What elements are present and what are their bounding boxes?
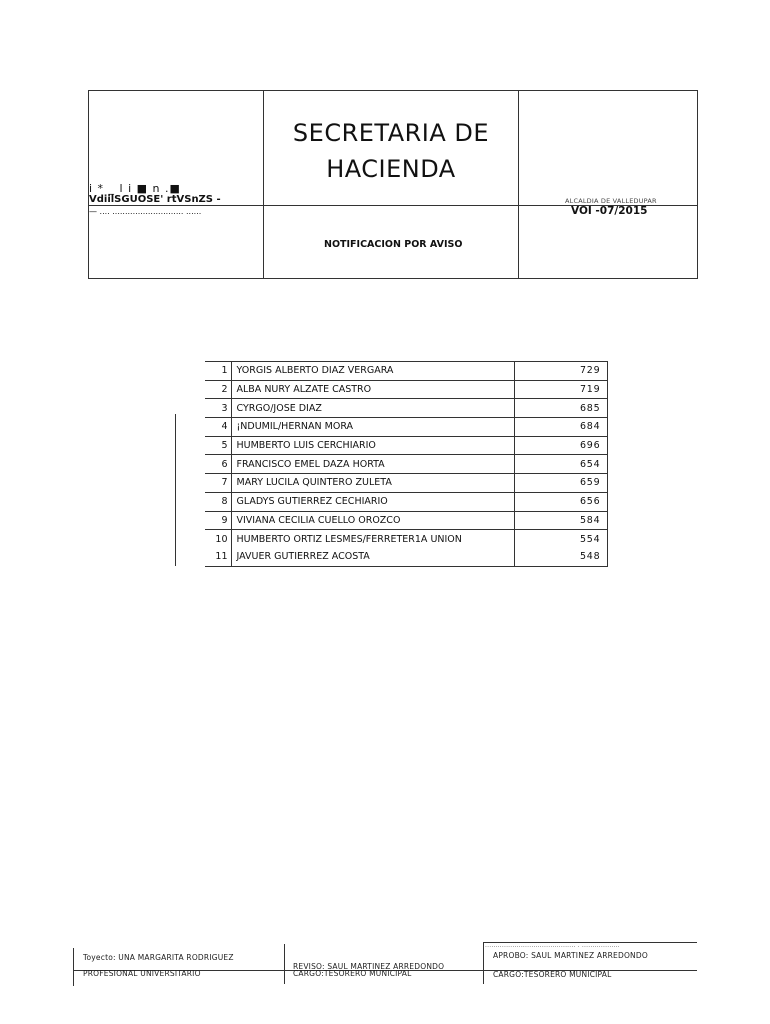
row-name: GLADYS GUTIERREZ CECHIARIO [231,492,514,511]
table-row [205,399,607,418]
left-margin-line [175,414,176,566]
footer-reviso-cargo: CARGO:TESORERO MUNICIPAL [293,969,412,978]
table-row [205,548,607,566]
footer-divider-1 [284,944,285,984]
row-name: JAVUER GUTIERREZ ACOSTA [231,548,514,566]
logo-line-3: — .... ............................ ...... [89,207,202,216]
logo-line-2: VdiilSGUOSE' rtVSnZS - [89,194,221,205]
table-row [205,511,607,530]
row-value: 554 [514,530,607,548]
page-title-line-1: SECRETARIA DE [292,119,490,147]
row-number: 8 [205,492,231,511]
header-box [88,90,698,279]
row-number: 9 [205,511,231,530]
row-number: 7 [205,474,231,493]
table-row [205,362,607,381]
footer-proyecto-cargo: PROFESIONAL UNIVERSITARIO [83,969,201,978]
document-subtitle: NOTIFICACION POR AVISO [324,239,463,250]
row-value: 584 [514,511,607,530]
row-number: 10 [205,530,231,548]
row-number: 4 [205,418,231,437]
footer-left-border [73,948,74,986]
signature-footer [73,942,697,986]
row-number: 5 [205,436,231,455]
table-row [205,436,607,455]
row-value: 729 [514,362,607,381]
table-row [205,455,607,474]
footer-reviso: REVISO: SAUL MARTINEZ ARREDONDO [293,962,445,971]
page-title-line-2: HACIENDA [326,155,456,183]
row-value: 656 [514,492,607,511]
footer-aprobo: APROBO: SAUL MARTINEZ ARREDONDO [493,951,648,960]
row-name: HUMBERTO LUIS CERCHIARIO [231,436,514,455]
row-number: 11 [205,548,231,566]
table-row [205,418,607,437]
row-name: YORGIS ALBERTO DIAZ VERGARA [231,362,514,381]
row-number: 2 [205,380,231,399]
row-name: ¡NDUMIL/HERNAN MORA [231,418,514,437]
row-value: 696 [514,436,607,455]
row-value: 684 [514,418,607,437]
institution-caption: ALCALDIA DE VALLEDUPAR [565,197,657,205]
row-number: 6 [205,455,231,474]
table-row [205,530,607,548]
header-divider-right [518,91,519,278]
logo-line-1: i * _ l i ■ n .■ [89,182,181,195]
row-name: HUMBERTO ORTIZ LESMES/FERRETER1A UNION [231,530,514,548]
table-row [205,380,607,399]
footer-aprobo-dots: ........................................... . .................. [485,942,620,949]
document-code: VOI -07/2015 [571,205,648,217]
row-value: 719 [514,380,607,399]
footer-aprobo-cargo: CARGO:TESORERO MUNICIPAL [493,970,612,979]
row-name: CYRGO/JOSE DIAZ [231,399,514,418]
row-value: 685 [514,399,607,418]
row-value: 659 [514,474,607,493]
row-name: FRANCISCO EMEL DAZA HORTA [231,455,514,474]
row-name: ALBA NURY ALZATE CASTRO [231,380,514,399]
footer-proyecto: Toyecto: UNA MARGARITA RODRIGUEZ [83,953,234,962]
table-row [205,492,607,511]
row-number: 3 [205,399,231,418]
row-name: VIVIANA CECILIA CUELLO OROZCO [231,511,514,530]
row-value: 548 [514,548,607,566]
notified-list-table [205,361,608,567]
row-value: 654 [514,455,607,474]
row-number: 1 [205,362,231,381]
row-name: MARY LUCILA QUINTERO ZULETA [231,474,514,493]
table-row [205,474,607,493]
footer-divider-2 [483,942,484,984]
